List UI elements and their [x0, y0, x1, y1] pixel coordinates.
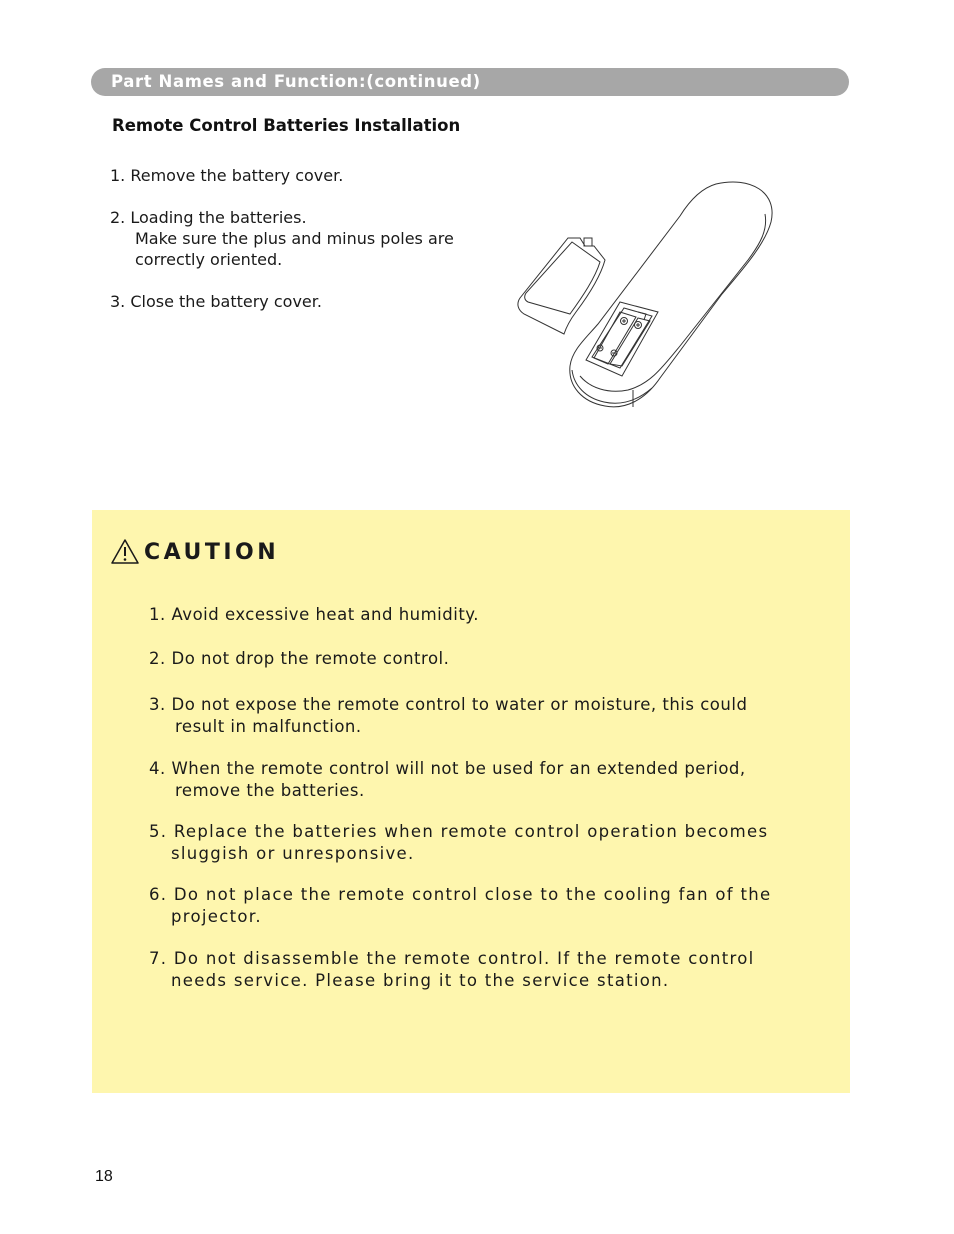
step-2	[110, 207, 454, 270]
caution-item-4-cont: remove the batteries.	[175, 781, 365, 800]
caution-item-4	[149, 758, 746, 802]
caution-item-5-text: 5. Replace the batteries when remote control operation becomes	[149, 822, 769, 841]
caution-item-1	[149, 604, 479, 626]
warning-triangle-icon	[110, 538, 140, 566]
remote-battery-illustration	[510, 178, 790, 416]
caution-item-7-cont: needs service. Please bring it to the service station.	[171, 971, 670, 990]
caution-title: CAUTION	[144, 539, 280, 565]
section-header-bar	[91, 68, 849, 96]
caution-item-5	[149, 821, 768, 865]
caution-item-7	[149, 948, 755, 992]
caution-item-5-cont: sluggish or unresponsive.	[171, 844, 415, 863]
caution-item-1-text: 1. Avoid excessive heat and humidity.	[149, 605, 479, 624]
caution-item-7-text: 7. Do not disassemble the remote control. If the remote control	[149, 949, 755, 968]
caution-item-3-text: 3. Do not expose the remote control to water or moisture, this could	[149, 695, 748, 714]
step-3	[110, 291, 322, 312]
caution-item-6	[149, 884, 771, 928]
step-2-text: 2. Loading the batteries.	[110, 208, 307, 227]
caution-item-2	[149, 648, 449, 670]
step-2-detail-2: correctly oriented.	[135, 250, 283, 269]
step-1-text: 1. Remove the battery cover.	[110, 166, 344, 185]
caution-item-3-cont: result in malfunction.	[175, 717, 362, 736]
header-title: Part Names and Function:(continued)	[111, 72, 481, 91]
caution-item-3	[149, 694, 747, 738]
step-1	[110, 165, 343, 186]
section-title: Remote Control Batteries Installation	[112, 116, 461, 135]
page-number: 18	[95, 1168, 113, 1185]
step-2-detail-1: Make sure the plus and minus poles are	[135, 229, 454, 248]
caution-item-6-cont: projector.	[171, 907, 262, 926]
caution-item-6-text: 6. Do not place the remote control close to the cooling fan of the	[149, 885, 772, 904]
caution-item-4-text: 4. When the remote control will not be used for an extended period,	[149, 759, 746, 778]
caution-item-2-text: 2. Do not drop the remote control.	[149, 649, 450, 668]
caution-heading	[110, 538, 279, 566]
step-3-text: 3. Close the battery cover.	[110, 292, 322, 311]
caution-box	[92, 510, 850, 1093]
